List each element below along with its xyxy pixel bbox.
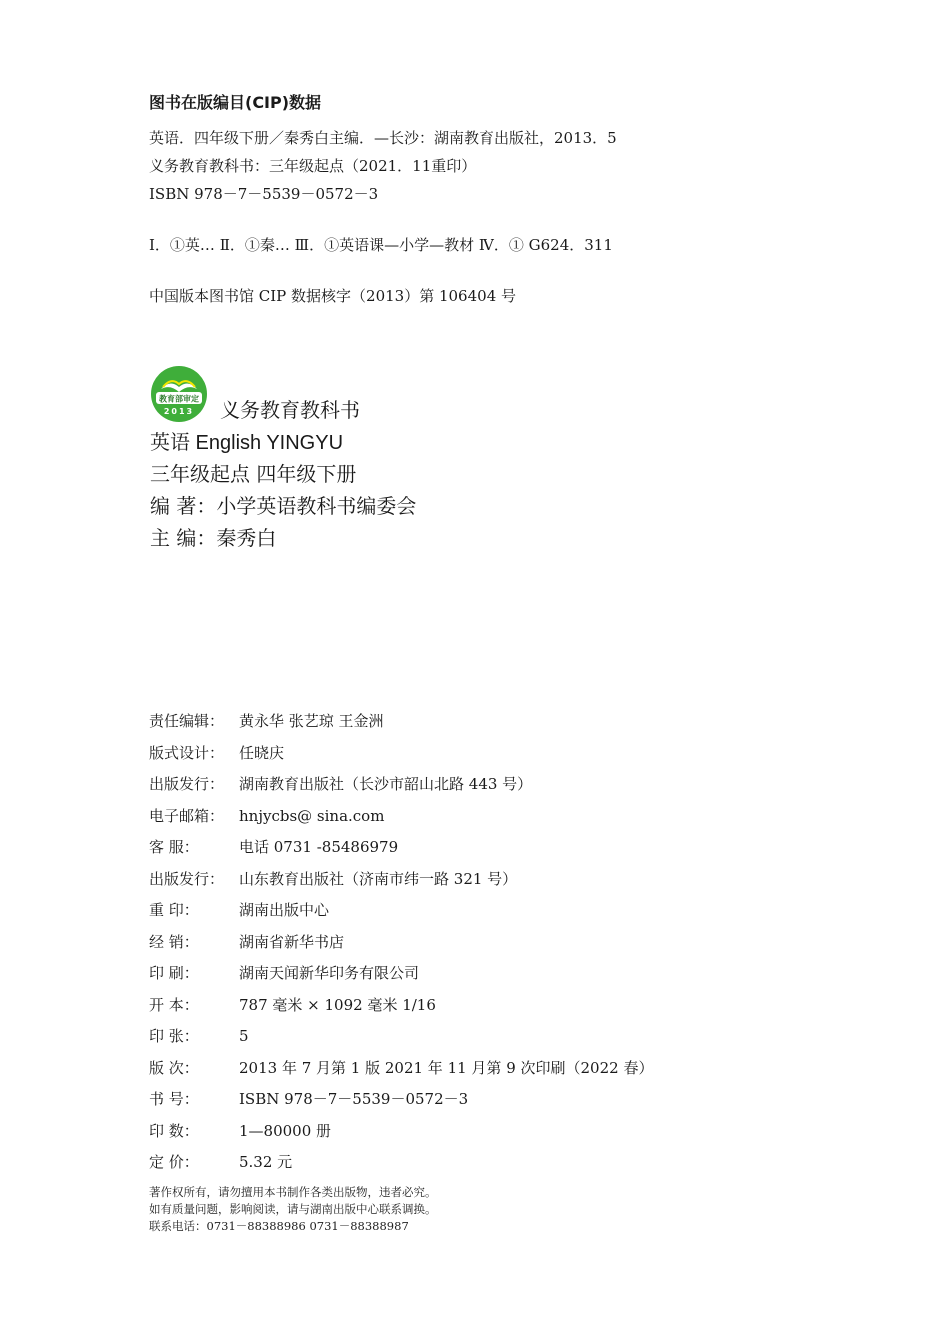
author-value: 小学英语教科书编委会 <box>216 494 417 518</box>
info-label: 责任编辑： <box>149 712 225 730</box>
info-row <box>149 1151 292 1172</box>
info-row <box>149 931 344 952</box>
book-subject: 英语 English YINGYU <box>150 432 344 454</box>
editor-value: 秦秀白 <box>216 526 277 550</box>
info-value: 湖南出版中心 <box>239 901 330 919</box>
info-row <box>149 994 436 1015</box>
info-value: 电话 0731 -85486979 <box>239 838 399 856</box>
info-label: 版 次： <box>149 1058 199 1077</box>
info-value: 2013 年 7 月第 1 版 2021 年 11 月第 9 次印刷（2022 春） <box>239 1058 654 1077</box>
info-row <box>149 1025 249 1046</box>
info-row <box>149 1088 468 1109</box>
info-label: 开 本： <box>149 995 199 1014</box>
copyright-notice: 著作权所有，请勿擅用本书制作各类出版物，违者必究。 <box>149 1185 437 1199</box>
info-label: 书 号： <box>149 1090 199 1108</box>
info-value: 湖南教育出版社（长沙市韶山北路 443 号） <box>239 775 533 793</box>
info-label: 印 张： <box>149 1027 199 1045</box>
book-author-row <box>150 490 416 519</box>
quality-notice: 如有质量问题，影响阅读，请与湖南出版中心联系调换。 <box>149 1202 437 1216</box>
info-row <box>149 899 329 920</box>
cip-line-1: 英语．四年级下册／秦秀白主编．—长沙：湖南教育出版社，2013．5 <box>149 129 617 147</box>
logo-top-text: 教育部审定 <box>159 394 199 404</box>
info-value: 1—80000 册 <box>239 1121 332 1140</box>
info-value: 湖南天闻新华印务有限公司 <box>239 964 420 982</box>
info-label: 电子邮箱： <box>149 806 225 825</box>
info-label: 出版发行： <box>149 775 225 793</box>
info-row <box>149 742 284 763</box>
info-value: 5 <box>239 1027 249 1045</box>
cip-record: 中国版本图书馆 CIP 数据核字（2013）第 106404 号 <box>149 287 517 305</box>
info-label: 版式设计： <box>149 743 225 762</box>
info-row <box>149 710 384 731</box>
info-row <box>149 868 517 889</box>
info-value: 湖南省新华书店 <box>239 932 345 951</box>
info-label: 客 服： <box>149 838 199 856</box>
cip-classification: Ⅰ．①英… Ⅱ．①秦… Ⅲ．①英语课—小学—教材 Ⅳ．① G624．311 <box>149 236 613 254</box>
info-value: 787 毫米 × 1092 毫米 1/16 <box>239 995 436 1014</box>
info-value: 山东教育出版社（济南市纬一路 321 号） <box>239 869 518 888</box>
info-row <box>149 773 532 794</box>
info-row <box>149 962 419 983</box>
contact-phones: 联系电话：0731－88388986 0731－88388987 <box>149 1219 409 1233</box>
info-label: 重 印： <box>149 901 199 919</box>
info-row <box>149 805 384 826</box>
info-value: 5.32 元 <box>239 1153 293 1171</box>
info-row <box>149 1120 331 1141</box>
info-label: 经 销： <box>149 932 199 951</box>
logo-year: 2013 <box>163 407 195 416</box>
book-editor-row <box>150 522 276 551</box>
info-label: 出版发行： <box>149 869 225 888</box>
book-level: 三年级起点 四年级下册 <box>150 462 357 486</box>
info-value: 任晓庆 <box>239 743 285 762</box>
cip-title: 图书在版编目(CIP)数据 <box>149 93 322 112</box>
cip-line-3: ISBN 978－7－5539－0572－3 <box>149 185 379 203</box>
info-row <box>149 1057 653 1078</box>
cip-line-2: 义务教育教科书：三年级起点（2021．11重印） <box>149 157 477 175</box>
info-value: hnjycbs@ sina.com <box>239 806 385 825</box>
author-label: 编 著： <box>150 494 217 518</box>
info-value: 黄永华 张艺琼 王金洲 <box>239 712 384 730</box>
info-label: 印 数： <box>149 1121 199 1140</box>
info-label: 印 刷： <box>149 964 199 982</box>
info-label: 定 价： <box>149 1153 199 1171</box>
book-series: 义务教育教科书 <box>220 398 360 422</box>
ministry-approval-logo <box>150 365 208 423</box>
editor-label: 主 编： <box>150 526 217 550</box>
info-row <box>149 836 398 857</box>
info-value: ISBN 978－7－5539－0572－3 <box>239 1090 469 1108</box>
